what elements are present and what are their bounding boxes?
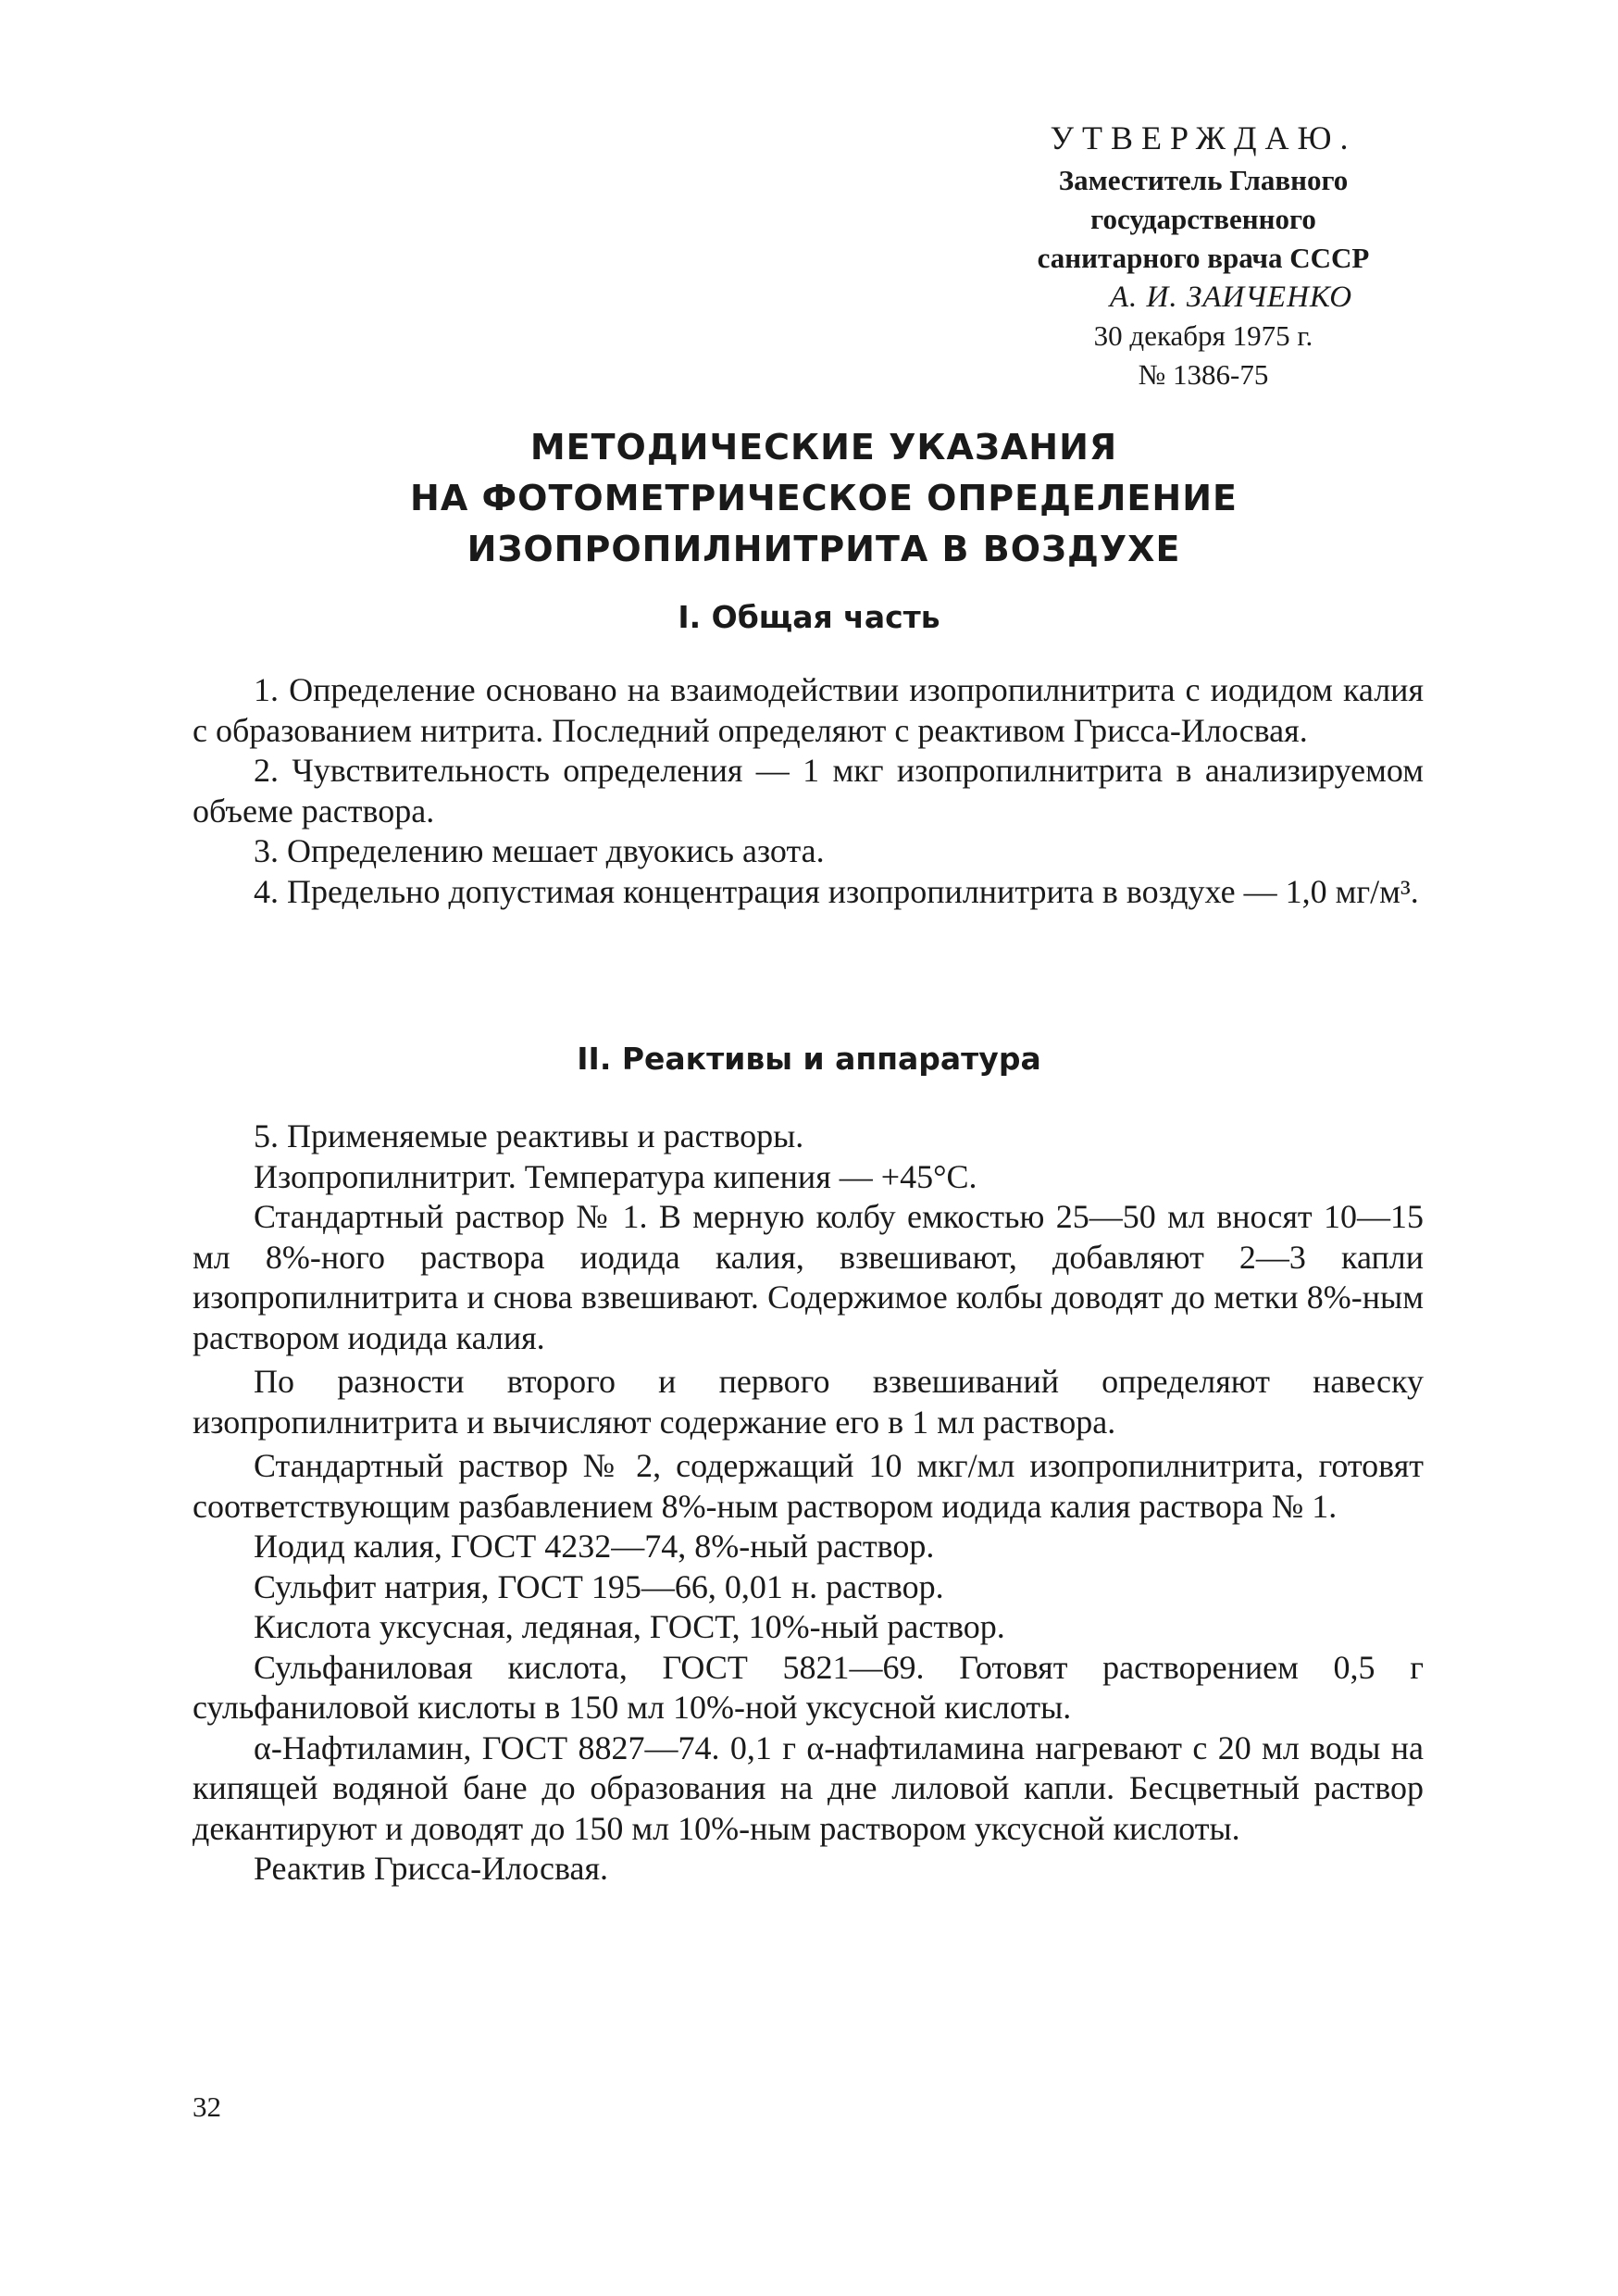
approval-role-line: государственного <box>1090 203 1316 235</box>
paragraph: Изопропилнитрит. Температура кипения — +45°С. <box>254 1157 977 1195</box>
paragraph: Реактив Грисса-Илосвая. <box>254 1850 609 1887</box>
title-line: НА ФОТОМЕТРИЧЕСКОЕ ОПРЕДЕЛЕНИЕ <box>410 478 1238 518</box>
paragraph: α-Нафтиламин, ГОСТ 8827—74. 0,1 г α-нафтиламина нагревают с 20 мл воды на кипящей водяной бане до образования на дне лиловой капли. Бесцветный раствор декантируют и доводят до 150 мл 10%-ным раствором уксусной кислоты. <box>193 1728 1424 1847</box>
section-general-body <box>193 670 1424 912</box>
paragraph: 3. Определению мешает двуокись азота. <box>254 832 825 869</box>
paragraph: По разности второго и первого взвешиваний определяют навеску изопропилнитрита и вычисляют содержание его в 1 мл раствора. <box>193 1363 1424 1441</box>
paragraph: 2. Чувствительность определения — 1 мкг изопропилнитрита в анализируемом объеме раствора. <box>193 752 1424 830</box>
paragraph: Сульфаниловая кислота, ГОСТ 5821—69. Готовят растворением 0,5 г сульфаниловой кислоты в 150 мл 10%-ной уксусной кислоты. <box>193 1648 1424 1726</box>
approval-heading: УТВЕРЖДАЮ. <box>1050 119 1357 156</box>
paragraph: Стандартный раствор № 2, содержащий 10 мкг/мл изопропилнитрита, готовят соответствующим разбавлением 8%-ным раствором иодида калия раствора № 1. <box>193 1447 1424 1525</box>
section-reagents-body <box>193 1117 1424 1890</box>
paragraph: Иодид калия, ГОСТ 4232—74, 8%-ный раствор. <box>254 1528 935 1565</box>
paragraph: 5. Применяемые реактивы и растворы. <box>254 1117 804 1154</box>
approval-signatory: А. И. ЗАИЧЕНКО <box>1109 281 1353 314</box>
approval-number: № 1386-75 <box>1138 358 1269 391</box>
section-heading-reagents: II. Реактивы и аппаратура <box>577 1041 1041 1077</box>
section-heading-general: I. Общая часть <box>678 599 940 635</box>
paragraph: 4. Предельно допустимая концентрация изопропилнитрита в воздухе — 1,0 мг/м³. <box>254 872 1419 910</box>
title-line: ИЗОПРОПИЛНИТРИТА В ВОЗДУХЕ <box>467 529 1181 569</box>
approval-role-line: Заместитель Главного <box>1058 164 1349 196</box>
page-number: 32 <box>193 2090 221 2123</box>
paragraph: Стандартный раствор № 1. В мерную колбу емкостью 25—50 мл вносят 10—15 мл 8%-ного раствора иодида калия, взвешивают, добавляют 2—3 капли изопропилнитрита и снова взвешивают. Содержимое колбы доводят до метки 8%-ным раствором иодида калия. <box>193 1198 1424 1356</box>
title-line: МЕТОДИЧЕСКИЕ УКАЗАНИЯ <box>529 427 1118 468</box>
approval-block <box>963 119 1444 394</box>
paragraph: 1. Определение основано на взаимодействии изопропилнитрита с иодидом калия с образованием нитрита. Последний определяют с реактивом Грисса-Илосвая. <box>193 671 1424 749</box>
document-title <box>176 422 1472 575</box>
approval-date: 30 декабря 1975 г. <box>1093 319 1313 352</box>
paragraph: Кислота уксусная, ледяная, ГОСТ, 10%-ный раствор. <box>254 1608 1005 1645</box>
approval-role-line: санитарного врача СССР <box>1037 242 1370 274</box>
paragraph: Сульфит натрия, ГОСТ 195—66, 0,01 н. раствор. <box>254 1567 944 1605</box>
